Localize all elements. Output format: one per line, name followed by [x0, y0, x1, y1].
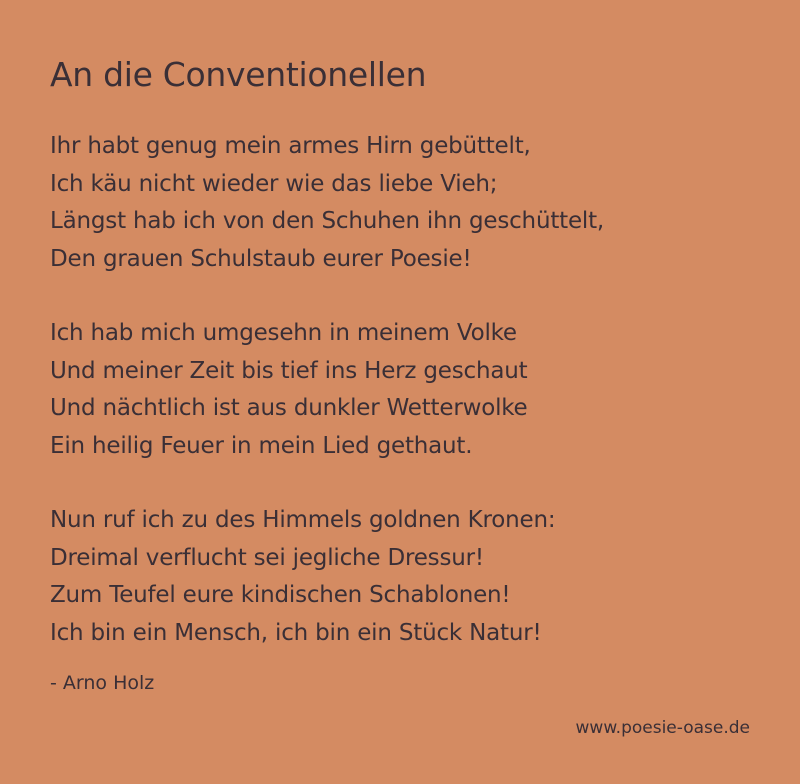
poem-line: Und nächtlich ist aus dunkler Wetterwolke: [50, 395, 528, 421]
poem-body: [50, 128, 604, 652]
poem-author: - Arno Holz: [50, 672, 155, 694]
stanza-3: [50, 502, 604, 652]
poem-line: Dreimal verflucht sei jegliche Dressur!: [50, 544, 484, 571]
website-link[interactable]: www.poesie-oase.de: [575, 718, 750, 738]
poem-line: Nun ruf ich zu des Himmels goldnen Kronen:: [50, 507, 556, 533]
stanza-1: [50, 128, 604, 278]
poem-line: Ich hab mich umgesehn in meinem Volke: [50, 320, 517, 346]
stanza-2: [50, 315, 604, 465]
poem-line: Ein heilig Feuer in mein Lied gethaut.: [50, 432, 473, 459]
poem-title: An die Conventionellen: [50, 55, 427, 94]
poem-line: Ich bin ein Mensch, ich bin ein Stück Natur!: [50, 619, 542, 646]
poem-line: Ihr habt genug mein armes Hirn gebüttelt,: [50, 133, 531, 159]
poem-line: Ich käu nicht wieder wie das liebe Vieh;: [50, 170, 498, 197]
poem-line: Den grauen Schulstaub eurer Poesie!: [50, 245, 472, 272]
poem-line: Zum Teufel eure kindischen Schablonen!: [50, 582, 511, 608]
poem-line: Und meiner Zeit bis tief ins Herz geschaut: [50, 357, 528, 384]
poem-line: Längst hab ich von den Schuhen ihn geschüttelt,: [50, 208, 605, 234]
